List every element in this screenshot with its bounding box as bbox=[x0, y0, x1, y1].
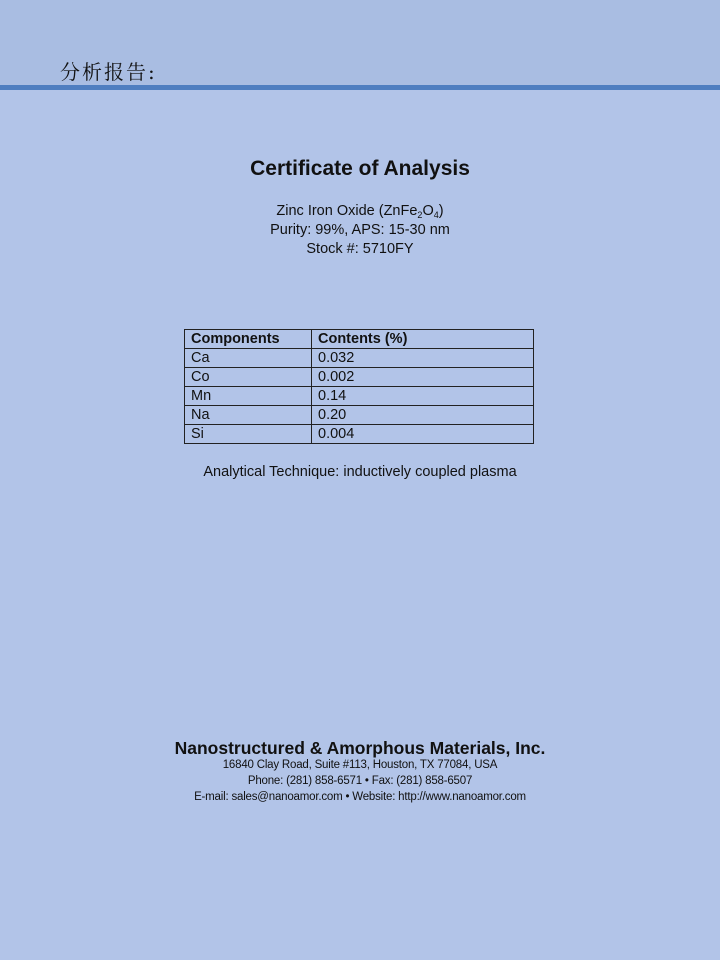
table-row bbox=[185, 406, 534, 425]
table-header-row bbox=[185, 330, 534, 349]
component-cell: Mn bbox=[185, 387, 312, 406]
component-cell: Si bbox=[185, 425, 312, 444]
components-table bbox=[184, 329, 534, 444]
certificate-title: Certificate of Analysis bbox=[250, 157, 470, 180]
product-name-suffix: ) bbox=[438, 203, 444, 219]
table-row bbox=[185, 368, 534, 387]
table-row bbox=[185, 425, 534, 444]
component-cell: Na bbox=[185, 406, 312, 425]
component-cell: Co bbox=[185, 368, 312, 387]
content-cell: 0.20 bbox=[312, 406, 534, 425]
content-cell: 0.004 bbox=[312, 425, 534, 444]
content-cell: 0.032 bbox=[312, 349, 534, 368]
company-name: Nanostructured & Amorphous Materials, Inc. bbox=[174, 738, 546, 758]
company-phone-fax: Phone: (281) 858-6571 • Fax: (281) 858-6507 bbox=[247, 775, 473, 787]
formula-subscript-o: 4 bbox=[433, 210, 439, 220]
column-header-components: Components bbox=[185, 330, 312, 349]
analytical-technique: Analytical Technique: inductively coupled plasma bbox=[203, 464, 517, 480]
component-cell: Ca bbox=[185, 349, 312, 368]
product-name-prefix: Zinc Iron Oxide (ZnFe bbox=[276, 203, 418, 219]
formula-oxygen: O bbox=[422, 203, 434, 219]
formula-subscript-fe: 2 bbox=[417, 210, 423, 220]
company-address: 16840 Clay Road, Suite #113, Houston, TX 77084, USA bbox=[222, 759, 498, 771]
product-info bbox=[0, 202, 720, 259]
table-row bbox=[185, 387, 534, 406]
stock-line: Stock #: 5710FY bbox=[306, 241, 414, 257]
company-email-website: E-mail: sales@nanoamor.com • Website: http://www.nanoamor.com bbox=[194, 791, 526, 803]
product-name bbox=[0, 202, 720, 221]
column-header-contents: Contents (%) bbox=[312, 330, 534, 349]
table-row bbox=[185, 349, 534, 368]
purity-line: Purity: 99%, APS: 15-30 nm bbox=[270, 222, 450, 238]
content-cell: 0.002 bbox=[312, 368, 534, 387]
slide-title: 分析报告: bbox=[60, 60, 157, 84]
content-cell: 0.14 bbox=[312, 387, 534, 406]
header-divider bbox=[0, 85, 720, 90]
